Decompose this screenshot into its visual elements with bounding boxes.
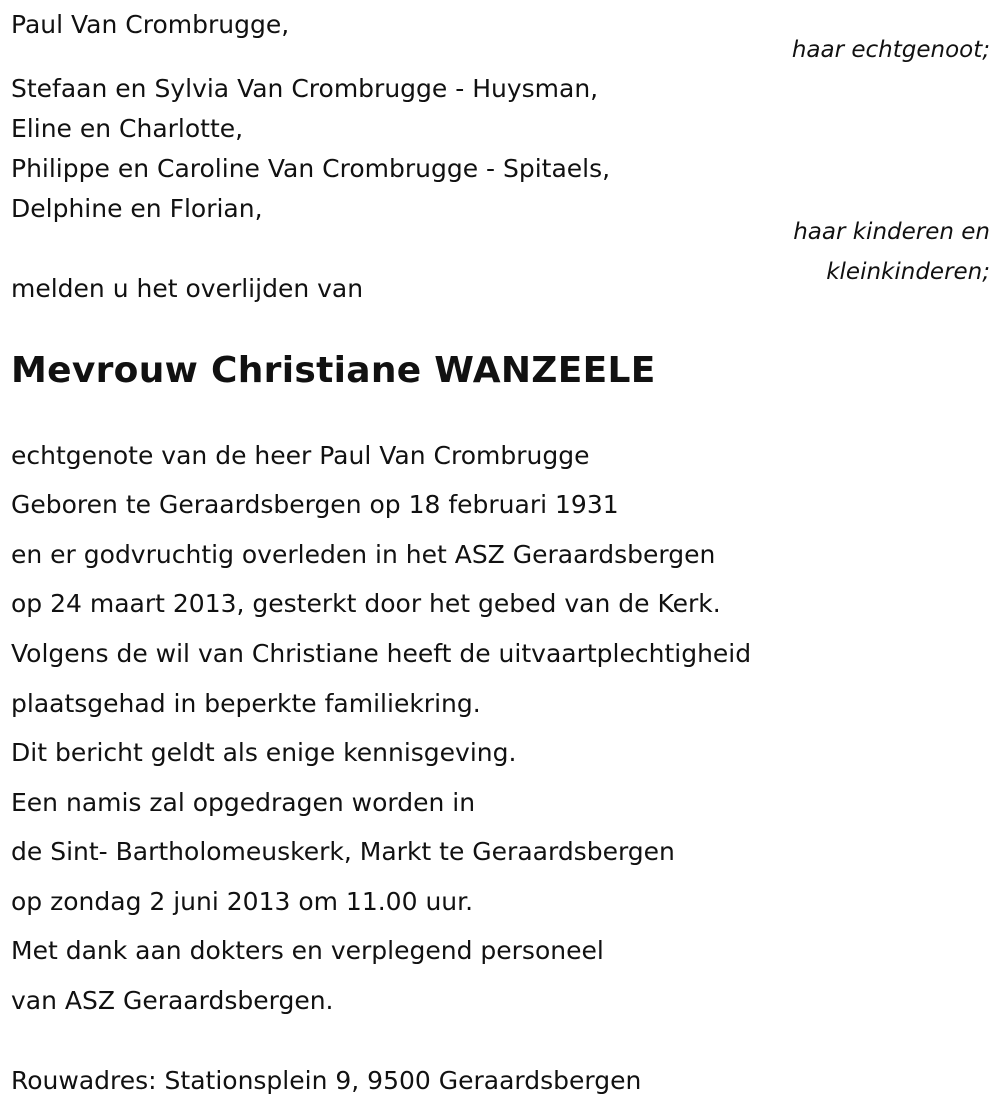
announce-line: melden u het overlijden van	[11, 274, 364, 303]
body-line: Dit bericht geldt als enige kennisgeving.	[11, 738, 517, 767]
body-line: plaatsgehad in beperkte familiekring.	[11, 689, 481, 718]
spouse-line: Paul Van Crombrugge,	[11, 10, 290, 39]
body-line: Met dank aan dokters en verplegend personeel	[11, 936, 604, 965]
children-role-line: kleinkinderen;	[826, 259, 990, 285]
body-line: en er godvruchtig overleden in het ASZ Geraardsbergen	[11, 540, 716, 569]
children-role-line: haar kinderen en	[793, 219, 990, 245]
body-line: echtgenote van de heer Paul Van Crombrugge	[11, 441, 590, 470]
children-line: Philippe en Caroline Van Crombrugge - Spitaels,	[11, 154, 611, 183]
body-line: van ASZ Geraardsbergen.	[11, 986, 334, 1015]
address-line: Rouwadres: Stationsplein 9, 9500 Geraardsbergen	[11, 1066, 642, 1095]
body-line: Een namis zal opgedragen worden in	[11, 788, 476, 817]
children-line: Eline en Charlotte,	[11, 114, 244, 143]
children-line: Delphine en Florian,	[11, 194, 263, 223]
body-line: de Sint- Bartholomeuskerk, Markt te Geraardsbergen	[11, 837, 675, 866]
body-line: op 24 maart 2013, gesterkt door het gebed van de Kerk.	[11, 589, 721, 618]
body-line: op zondag 2 juni 2013 om 11.00 uur.	[11, 887, 474, 916]
children-line: Stefaan en Sylvia Van Crombrugge - Huysman,	[11, 74, 599, 103]
deceased-name: Mevrouw Christiane WANZEELE	[11, 350, 656, 391]
body-line: Volgens de wil van Christiane heeft de uitvaartplechtigheid	[11, 639, 752, 668]
spouse-role: haar echtgenoot;	[791, 37, 990, 63]
body-line: Geboren te Geraardsbergen op 18 februari 1931	[11, 490, 619, 519]
